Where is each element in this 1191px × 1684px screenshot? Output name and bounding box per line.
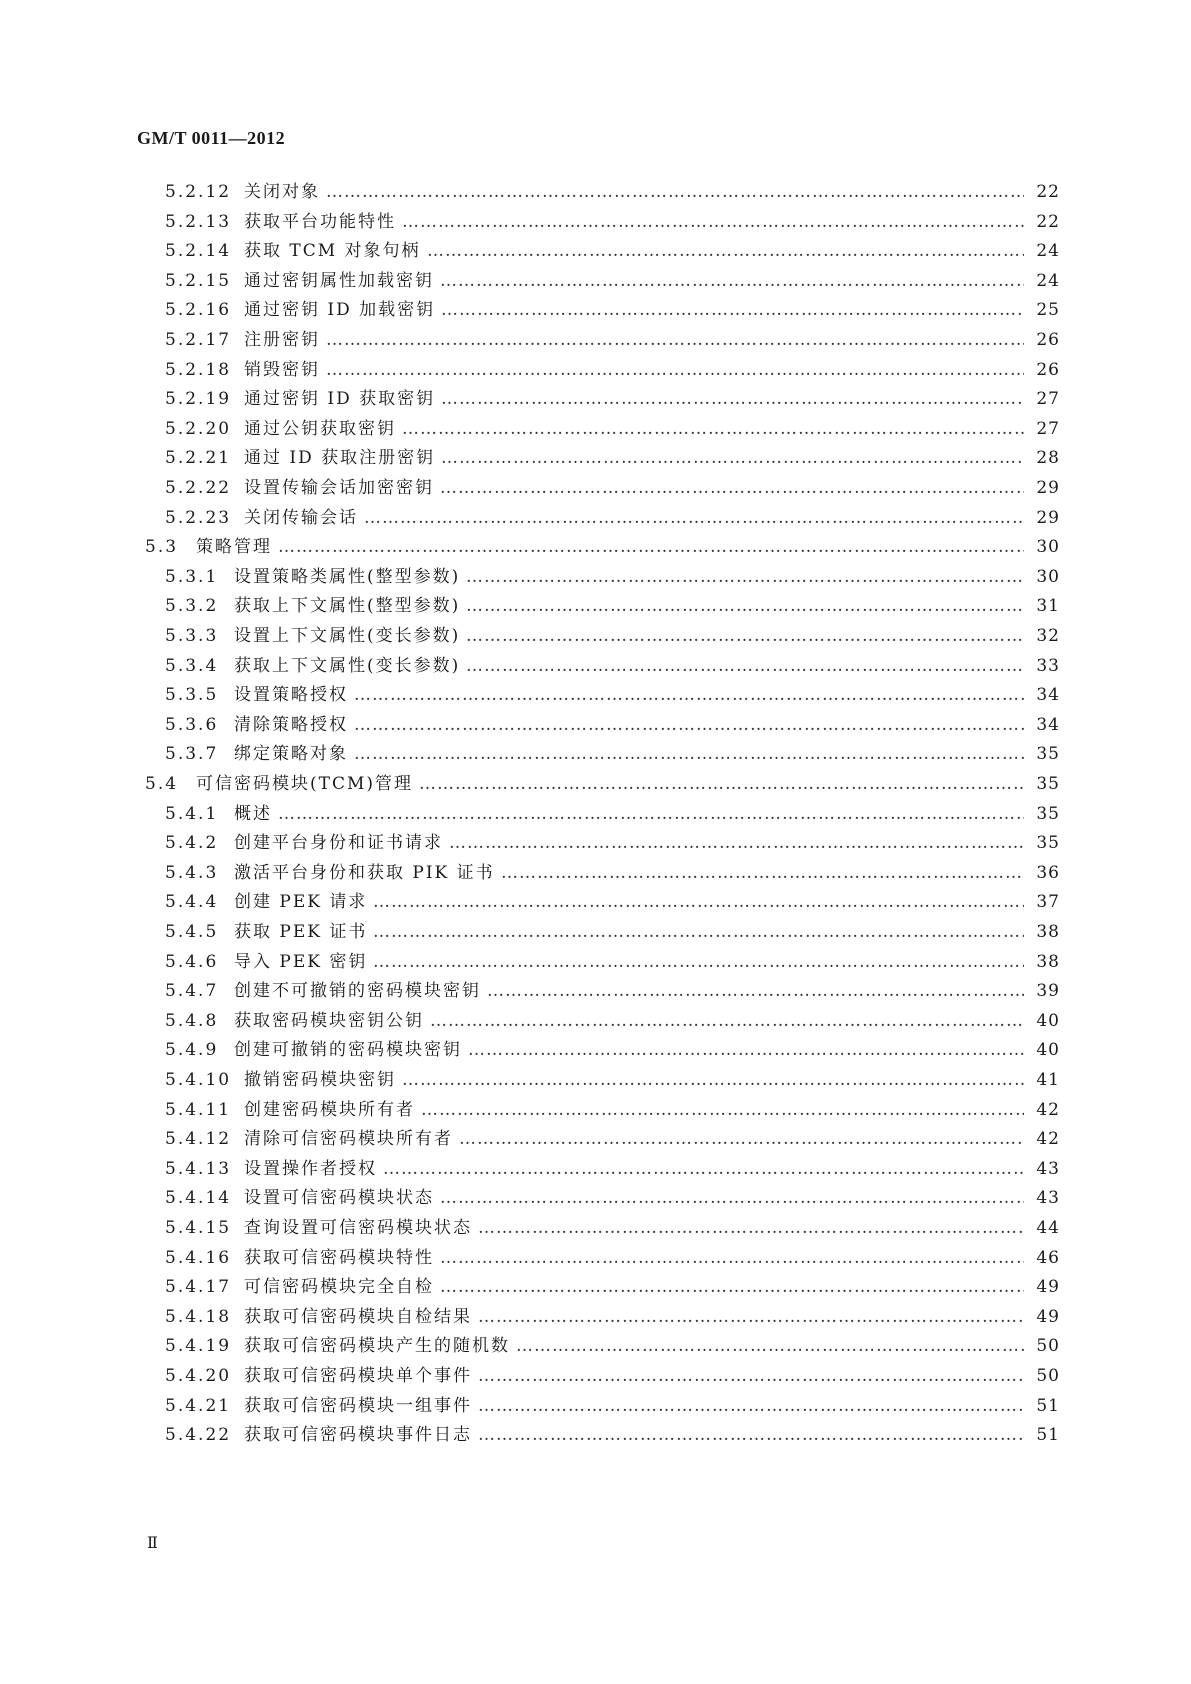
toc-page-number: 44 [1036, 1218, 1060, 1238]
toc-section-title: 策略管理 [196, 537, 272, 558]
toc-section-title: 可信密码模块完全自检 [244, 1277, 434, 1298]
toc-entry[interactable] [0, 1127, 1191, 1151]
toc-section-number: 5.4 [145, 774, 179, 794]
toc-page-number: 46 [1036, 1247, 1060, 1268]
toc-page-number: 26 [1036, 359, 1060, 380]
toc-entry[interactable] [0, 210, 1191, 234]
toc-section-number: 5.4.14 [165, 1188, 232, 1209]
toc-section-title: 获取可信密码模块产生的随机数 [244, 1336, 510, 1357]
toc-section-number: 5.4.7 [165, 981, 219, 1002]
toc-dot-leader [466, 654, 1024, 678]
toc-section-number: 5.3.4 [165, 655, 219, 676]
toc-section-number: 5.2.18 [165, 359, 232, 380]
toc-section-title: 获取可信密码模块特性 [244, 1247, 434, 1268]
toc-section-title: 注册密钥 [244, 330, 320, 350]
toc-entry[interactable] [0, 654, 1191, 678]
toc-entry[interactable] [0, 506, 1191, 530]
toc-section-title: 设置传输会话加密密钥 [244, 478, 434, 498]
toc-entry[interactable] [0, 1334, 1191, 1358]
toc-section-number: 5.2.23 [165, 507, 232, 528]
toc-page-number: 39 [1036, 981, 1060, 1002]
toc-dot-leader [440, 1186, 1024, 1210]
toc-section-title: 撤销密码模块密钥 [244, 1070, 396, 1090]
toc-section-number: 5.4.12 [165, 1129, 232, 1150]
toc-section-number: 5.4.1 [165, 803, 219, 824]
toc-section-title: 清除可信密码模块所有者 [244, 1129, 453, 1150]
toc-section-title: 通过密钥属性加载密钥 [244, 270, 434, 291]
toc-section-title: 创建不可撤销的密码模块密钥 [234, 981, 481, 1002]
toc-page-number: 26 [1036, 330, 1060, 350]
toc-entry[interactable] [0, 387, 1191, 411]
toc-section-title: 获取可信密码模块自检结果 [244, 1306, 472, 1327]
toc-page-number: 38 [1036, 922, 1060, 942]
toc-page-number: 34 [1036, 714, 1060, 735]
toc-section-number: 5.2.21 [165, 448, 232, 469]
toc-page-number: 27 [1036, 418, 1060, 439]
toc-dot-leader [487, 979, 1024, 1003]
toc-section-number: 5.3 [145, 537, 179, 558]
toc-dot-leader [354, 713, 1024, 737]
toc-section-title: 获取上下文属性(变长参数) [234, 655, 461, 676]
toc-section-title: 获取平台功能特性 [244, 211, 396, 232]
toc-section-title: 关闭对象 [244, 182, 320, 202]
toc-entry[interactable] [0, 239, 1191, 263]
toc-dot-leader [516, 1334, 1024, 1358]
toc-page-number: 35 [1036, 803, 1060, 824]
toc-section-number: 5.2.14 [165, 241, 232, 262]
toc-dot-leader [419, 772, 1024, 796]
toc-section-number: 5.2.22 [165, 478, 232, 498]
toc-entry[interactable] [0, 742, 1191, 766]
toc-section-number: 5.3.7 [165, 744, 219, 765]
toc-entry[interactable] [0, 298, 1191, 322]
toc-page-number: 24 [1036, 270, 1060, 291]
toc-page-number: 51 [1036, 1395, 1060, 1416]
toc-dot-leader [478, 1364, 1024, 1388]
toc-dot-leader [466, 624, 1024, 648]
toc-entry[interactable] [0, 1305, 1191, 1329]
toc-dot-leader [478, 1305, 1024, 1329]
toc-section-title: 设置上下文属性(变长参数) [234, 626, 461, 646]
toc-section-title: 获取可信密码模块单个事件 [244, 1366, 472, 1386]
toc-entry[interactable] [0, 831, 1191, 855]
toc-section-number: 5.2.13 [165, 211, 232, 232]
toc-section-title: 通过 ID 获取注册密钥 [244, 448, 436, 469]
toc-section-number: 5.4.22 [165, 1425, 232, 1446]
toc-page-number: 40 [1036, 1010, 1060, 1031]
toc-dot-leader [501, 861, 1024, 885]
toc-section-number: 5.4.18 [165, 1306, 232, 1327]
toc-page-number: 27 [1036, 389, 1060, 410]
toc-section-number: 5.4.15 [165, 1218, 232, 1238]
toc-dot-leader [373, 890, 1024, 914]
toc-entry[interactable] [0, 328, 1191, 352]
toc-dot-leader [440, 269, 1024, 293]
toc-section-title: 获取 PEK 证书 [234, 922, 368, 942]
document-id-header: GM/T 0011—2012 [137, 128, 286, 148]
toc-section-title: 设置可信密码模块状态 [244, 1188, 434, 1209]
toc-page-number: 42 [1036, 1129, 1060, 1150]
toc-entry[interactable] [0, 358, 1191, 382]
toc-page-number: 32 [1036, 626, 1060, 646]
toc-section-title: 获取 TCM 对象句柄 [244, 241, 421, 262]
toc-page-number: 49 [1036, 1277, 1060, 1298]
toc-entry[interactable] [0, 802, 1191, 826]
toc-entry[interactable] [0, 269, 1191, 293]
toc-page-number: 35 [1036, 744, 1060, 765]
toc-entry[interactable] [0, 979, 1191, 1003]
toc-dot-leader [449, 831, 1024, 855]
toc-section-number: 5.4.16 [165, 1247, 232, 1268]
toc-section-number: 5.3.5 [165, 685, 219, 706]
toc-entry[interactable] [0, 624, 1191, 648]
toc-entry[interactable] [0, 1157, 1191, 1181]
toc-dot-leader [278, 802, 1024, 826]
page-number-footer: Ⅱ [147, 1535, 158, 1552]
toc-section-title: 通过密钥 ID 获取密钥 [244, 389, 436, 410]
toc-section-number: 5.3.3 [165, 626, 219, 646]
toc-entry[interactable] [0, 1068, 1191, 1092]
toc-dot-leader [466, 565, 1024, 589]
toc-page-number: 41 [1036, 1070, 1060, 1090]
toc-section-number: 5.4.11 [165, 1099, 232, 1120]
toc-dot-leader [326, 358, 1024, 382]
toc-entry[interactable] [0, 1364, 1191, 1388]
toc-entry[interactable] [0, 683, 1191, 707]
toc-page-number: 40 [1036, 1040, 1060, 1061]
toc-dot-leader [478, 1216, 1024, 1240]
toc-section-title: 查询设置可信密码模块状态 [244, 1218, 472, 1238]
toc-page-number: 37 [1036, 892, 1060, 913]
toc-section-title: 导入 PEK 密钥 [234, 951, 368, 972]
toc-entry[interactable] [0, 713, 1191, 737]
toc-section-number: 5.4.13 [165, 1158, 232, 1179]
toc-page-number: 30 [1036, 537, 1060, 558]
toc-page-number: 49 [1036, 1306, 1060, 1327]
toc-dot-leader [402, 1068, 1024, 1092]
toc-dot-leader [402, 417, 1024, 441]
toc-entry[interactable] [0, 417, 1191, 441]
toc-dot-leader [478, 1394, 1024, 1418]
toc-entry[interactable] [0, 535, 1191, 559]
toc-section-title: 可信密码模块(TCM)管理 [196, 774, 414, 794]
toc-dot-leader [278, 535, 1024, 559]
toc-section-number: 5.4.17 [165, 1277, 232, 1298]
toc-page-number: 36 [1036, 862, 1060, 883]
toc-section-title: 绑定策略对象 [234, 744, 348, 765]
toc-section-number: 5.2.19 [165, 389, 232, 410]
toc-page-number: 33 [1036, 655, 1060, 676]
toc-dot-leader [440, 476, 1024, 500]
toc-page-number: 29 [1036, 478, 1060, 498]
toc-section-title: 清除策略授权 [234, 714, 348, 735]
toc-section-title: 创建平台身份和证书请求 [234, 833, 443, 854]
toc-section-title: 创建可撤销的密码模块密钥 [234, 1040, 462, 1061]
toc-entry[interactable] [0, 920, 1191, 944]
toc-dot-leader [354, 742, 1024, 766]
toc-page-number: 28 [1036, 448, 1060, 469]
toc-entry[interactable] [0, 1098, 1191, 1122]
toc-page-number: 24 [1036, 241, 1060, 262]
toc-section-title: 创建密码模块所有者 [244, 1099, 415, 1120]
toc-section-number: 5.3.6 [165, 714, 219, 735]
toc-section-number: 5.4.21 [165, 1395, 232, 1416]
toc-entry[interactable] [0, 1216, 1191, 1240]
toc-section-number: 5.2.16 [165, 300, 232, 321]
toc-section-number: 5.4.3 [165, 862, 219, 883]
toc-section-number: 5.4.20 [165, 1366, 232, 1386]
toc-section-number: 5.4.8 [165, 1010, 219, 1031]
toc-page-number: 43 [1036, 1188, 1060, 1209]
toc-section-title: 激活平台身份和获取 PIK 证书 [234, 862, 495, 883]
toc-dot-leader [430, 1009, 1024, 1033]
toc-dot-leader [478, 1423, 1024, 1447]
toc-section-title: 获取上下文属性(整型参数) [234, 596, 461, 617]
toc-section-number: 5.4.9 [165, 1040, 219, 1061]
toc-dot-leader [468, 1038, 1024, 1062]
toc-section-number: 5.4.5 [165, 922, 219, 942]
toc-dot-leader [440, 1275, 1024, 1299]
toc-section-title: 设置策略授权 [234, 685, 348, 706]
toc-dot-leader [441, 446, 1024, 470]
toc-entry[interactable] [0, 594, 1191, 618]
toc-section-title: 通过公钥获取密钥 [244, 418, 396, 439]
toc-entry[interactable] [0, 446, 1191, 470]
toc-dot-leader [441, 298, 1024, 322]
toc-section-number: 5.3.1 [165, 566, 219, 587]
toc-section-title: 设置策略类属性(整型参数) [234, 566, 461, 587]
toc-entry[interactable] [0, 476, 1191, 500]
toc-entry[interactable] [0, 1275, 1191, 1299]
toc-entry[interactable] [0, 1009, 1191, 1033]
toc-entry[interactable] [0, 950, 1191, 974]
toc-section-title: 获取密码模块密钥公钥 [234, 1010, 424, 1031]
toc-entry[interactable] [0, 565, 1191, 589]
toc-entry[interactable] [0, 1246, 1191, 1270]
toc-section-title: 概述 [234, 803, 272, 824]
toc-section-title: 获取可信密码模块一组事件 [244, 1395, 472, 1416]
toc-entry[interactable] [0, 1423, 1191, 1447]
toc-page-number: 30 [1036, 566, 1060, 587]
toc-dot-leader [326, 328, 1024, 352]
toc-page-number: 43 [1036, 1158, 1060, 1179]
toc-dot-leader [421, 1098, 1024, 1122]
toc-page-number: 38 [1036, 951, 1060, 972]
toc-entry[interactable] [0, 1038, 1191, 1062]
toc-page-number: 22 [1036, 182, 1060, 202]
toc-entry[interactable] [0, 1186, 1191, 1210]
toc-section-number: 5.4.19 [165, 1336, 232, 1357]
toc-dot-leader [427, 239, 1024, 263]
toc-dot-leader [373, 920, 1024, 944]
toc-page-number: 22 [1036, 211, 1060, 232]
toc-page-number: 50 [1036, 1366, 1060, 1386]
toc-entry[interactable] [0, 772, 1191, 796]
toc-entry[interactable] [0, 890, 1191, 914]
toc-section-number: 5.4.4 [165, 892, 219, 913]
toc-dot-leader [466, 594, 1024, 618]
toc-section-number: 5.2.20 [165, 418, 232, 439]
toc-dot-leader [402, 210, 1024, 234]
toc-page-number: 51 [1036, 1425, 1060, 1446]
toc-dot-leader [459, 1127, 1024, 1151]
toc-section-title: 设置操作者授权 [244, 1158, 377, 1179]
toc-entry[interactable] [0, 861, 1191, 885]
toc-entry[interactable] [0, 180, 1191, 204]
toc-section-title: 关闭传输会话 [244, 507, 358, 528]
toc-dot-leader [440, 1246, 1024, 1270]
toc-page-number: 42 [1036, 1099, 1060, 1120]
toc-section-title: 通过密钥 ID 加载密钥 [244, 300, 436, 321]
toc-page-number: 35 [1036, 774, 1060, 794]
toc-entry[interactable] [0, 1394, 1191, 1418]
toc-dot-leader [383, 1157, 1024, 1181]
toc-page-number: 31 [1036, 596, 1060, 617]
toc-page-number: 34 [1036, 685, 1060, 706]
toc-section-title: 创建 PEK 请求 [234, 892, 368, 913]
toc-dot-leader [373, 950, 1024, 974]
toc-section-number: 5.2.15 [165, 270, 232, 291]
toc-page-number: 50 [1036, 1336, 1060, 1357]
toc-section-title: 获取可信密码模块事件日志 [244, 1425, 472, 1446]
toc-section-number: 5.2.12 [165, 182, 232, 202]
toc-dot-leader [441, 387, 1024, 411]
toc-section-number: 5.3.2 [165, 596, 219, 617]
toc-section-title: 销毁密钥 [244, 359, 320, 380]
toc-dot-leader [326, 180, 1024, 204]
toc-page-number: 35 [1036, 833, 1060, 854]
toc-section-number: 5.4.2 [165, 833, 219, 854]
toc-page-number: 25 [1036, 300, 1060, 321]
toc-page-number: 29 [1036, 507, 1060, 528]
toc-section-number: 5.4.6 [165, 951, 219, 972]
toc-dot-leader [354, 683, 1024, 707]
toc-section-number: 5.2.17 [165, 330, 232, 350]
toc-dot-leader [364, 506, 1024, 530]
toc-section-number: 5.4.10 [165, 1070, 232, 1090]
